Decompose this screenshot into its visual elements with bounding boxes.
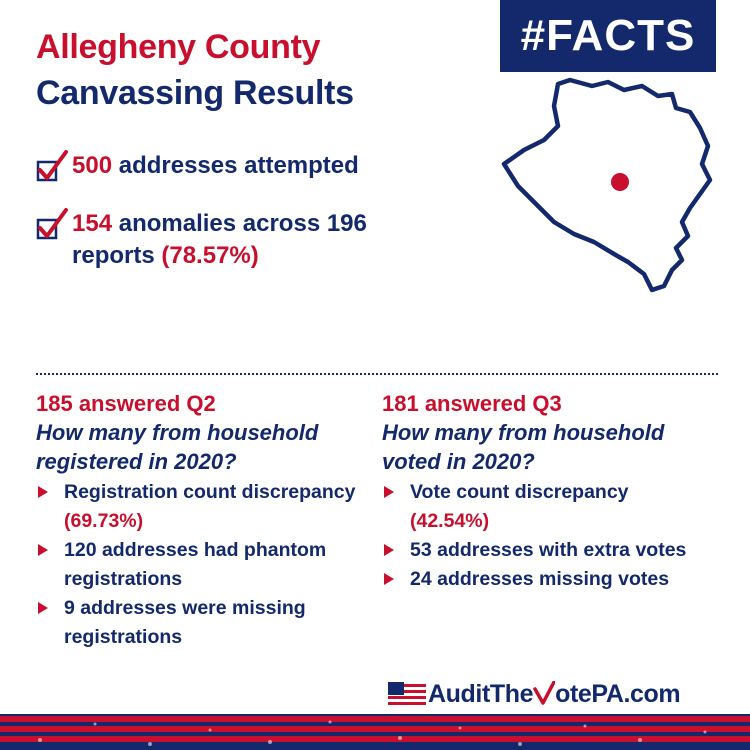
list-item-text: 120 addresses had phantom registrations bbox=[64, 539, 327, 590]
checkbox-check-icon bbox=[36, 150, 70, 184]
list-item bbox=[382, 478, 712, 536]
q3-list bbox=[382, 478, 712, 594]
check-percent: (78.57%) bbox=[161, 242, 259, 269]
audit-the-vote-logo[interactable] bbox=[388, 680, 680, 709]
triangle-bullet-icon bbox=[384, 573, 394, 585]
facts-badge: #FACTS bbox=[500, 0, 716, 72]
q3-heading: 181 answered Q3 bbox=[382, 391, 562, 416]
flag-icon bbox=[388, 682, 426, 708]
list-item-text: 53 addresses with extra votes bbox=[410, 539, 687, 561]
title-line-2: Canvassing Results bbox=[36, 74, 354, 112]
q3-column bbox=[382, 390, 712, 594]
check-text bbox=[72, 208, 432, 272]
county-map-icon bbox=[496, 76, 724, 298]
list-item-text: Registration count discrepancy bbox=[64, 481, 356, 503]
list-item bbox=[36, 478, 366, 536]
flag-stripes-footer bbox=[0, 714, 750, 750]
q2-heading: 185 answered Q2 bbox=[36, 391, 216, 416]
list-item bbox=[36, 594, 366, 652]
checkbox-check-icon bbox=[36, 208, 70, 242]
q2-question: How many from household registered in 2020? bbox=[36, 420, 319, 474]
logo-text bbox=[428, 680, 680, 709]
q2-list bbox=[36, 478, 366, 652]
location-dot bbox=[611, 173, 629, 191]
list-item-percent: (42.54%) bbox=[410, 510, 490, 532]
list-item-percent: (69.73%) bbox=[64, 510, 144, 532]
check-number: 154 bbox=[72, 210, 113, 237]
list-item-text: Vote count discrepancy bbox=[410, 481, 629, 503]
logo-text-part-1: AuditThe bbox=[428, 680, 534, 708]
triangle-bullet-icon bbox=[38, 544, 48, 556]
check-item-anomalies bbox=[36, 208, 432, 272]
list-item bbox=[36, 536, 366, 594]
list-item bbox=[382, 536, 712, 565]
county-outline bbox=[504, 80, 710, 290]
dotted-divider bbox=[36, 373, 718, 375]
triangle-bullet-icon bbox=[38, 486, 48, 498]
check-label: addresses attempted bbox=[112, 152, 359, 179]
q2-column bbox=[36, 390, 366, 652]
list-item-text: 24 addresses missing votes bbox=[410, 568, 670, 590]
check-number: 500 bbox=[72, 152, 113, 179]
check-text bbox=[72, 150, 359, 182]
check-item-addresses bbox=[36, 150, 359, 184]
triangle-bullet-icon bbox=[38, 602, 48, 614]
title-line-1: Allegheny County bbox=[36, 28, 321, 66]
list-item-text: 9 addresses were missing registrations bbox=[64, 597, 306, 648]
q3-question: How many from household voted in 2020? bbox=[382, 420, 665, 474]
triangle-bullet-icon bbox=[384, 544, 394, 556]
logo-text-part-2: otePA.com bbox=[555, 680, 681, 708]
check-label: anomalies across 196 reports bbox=[72, 210, 367, 269]
check-v-icon bbox=[533, 681, 555, 705]
list-item bbox=[382, 565, 712, 594]
triangle-bullet-icon bbox=[384, 486, 394, 498]
